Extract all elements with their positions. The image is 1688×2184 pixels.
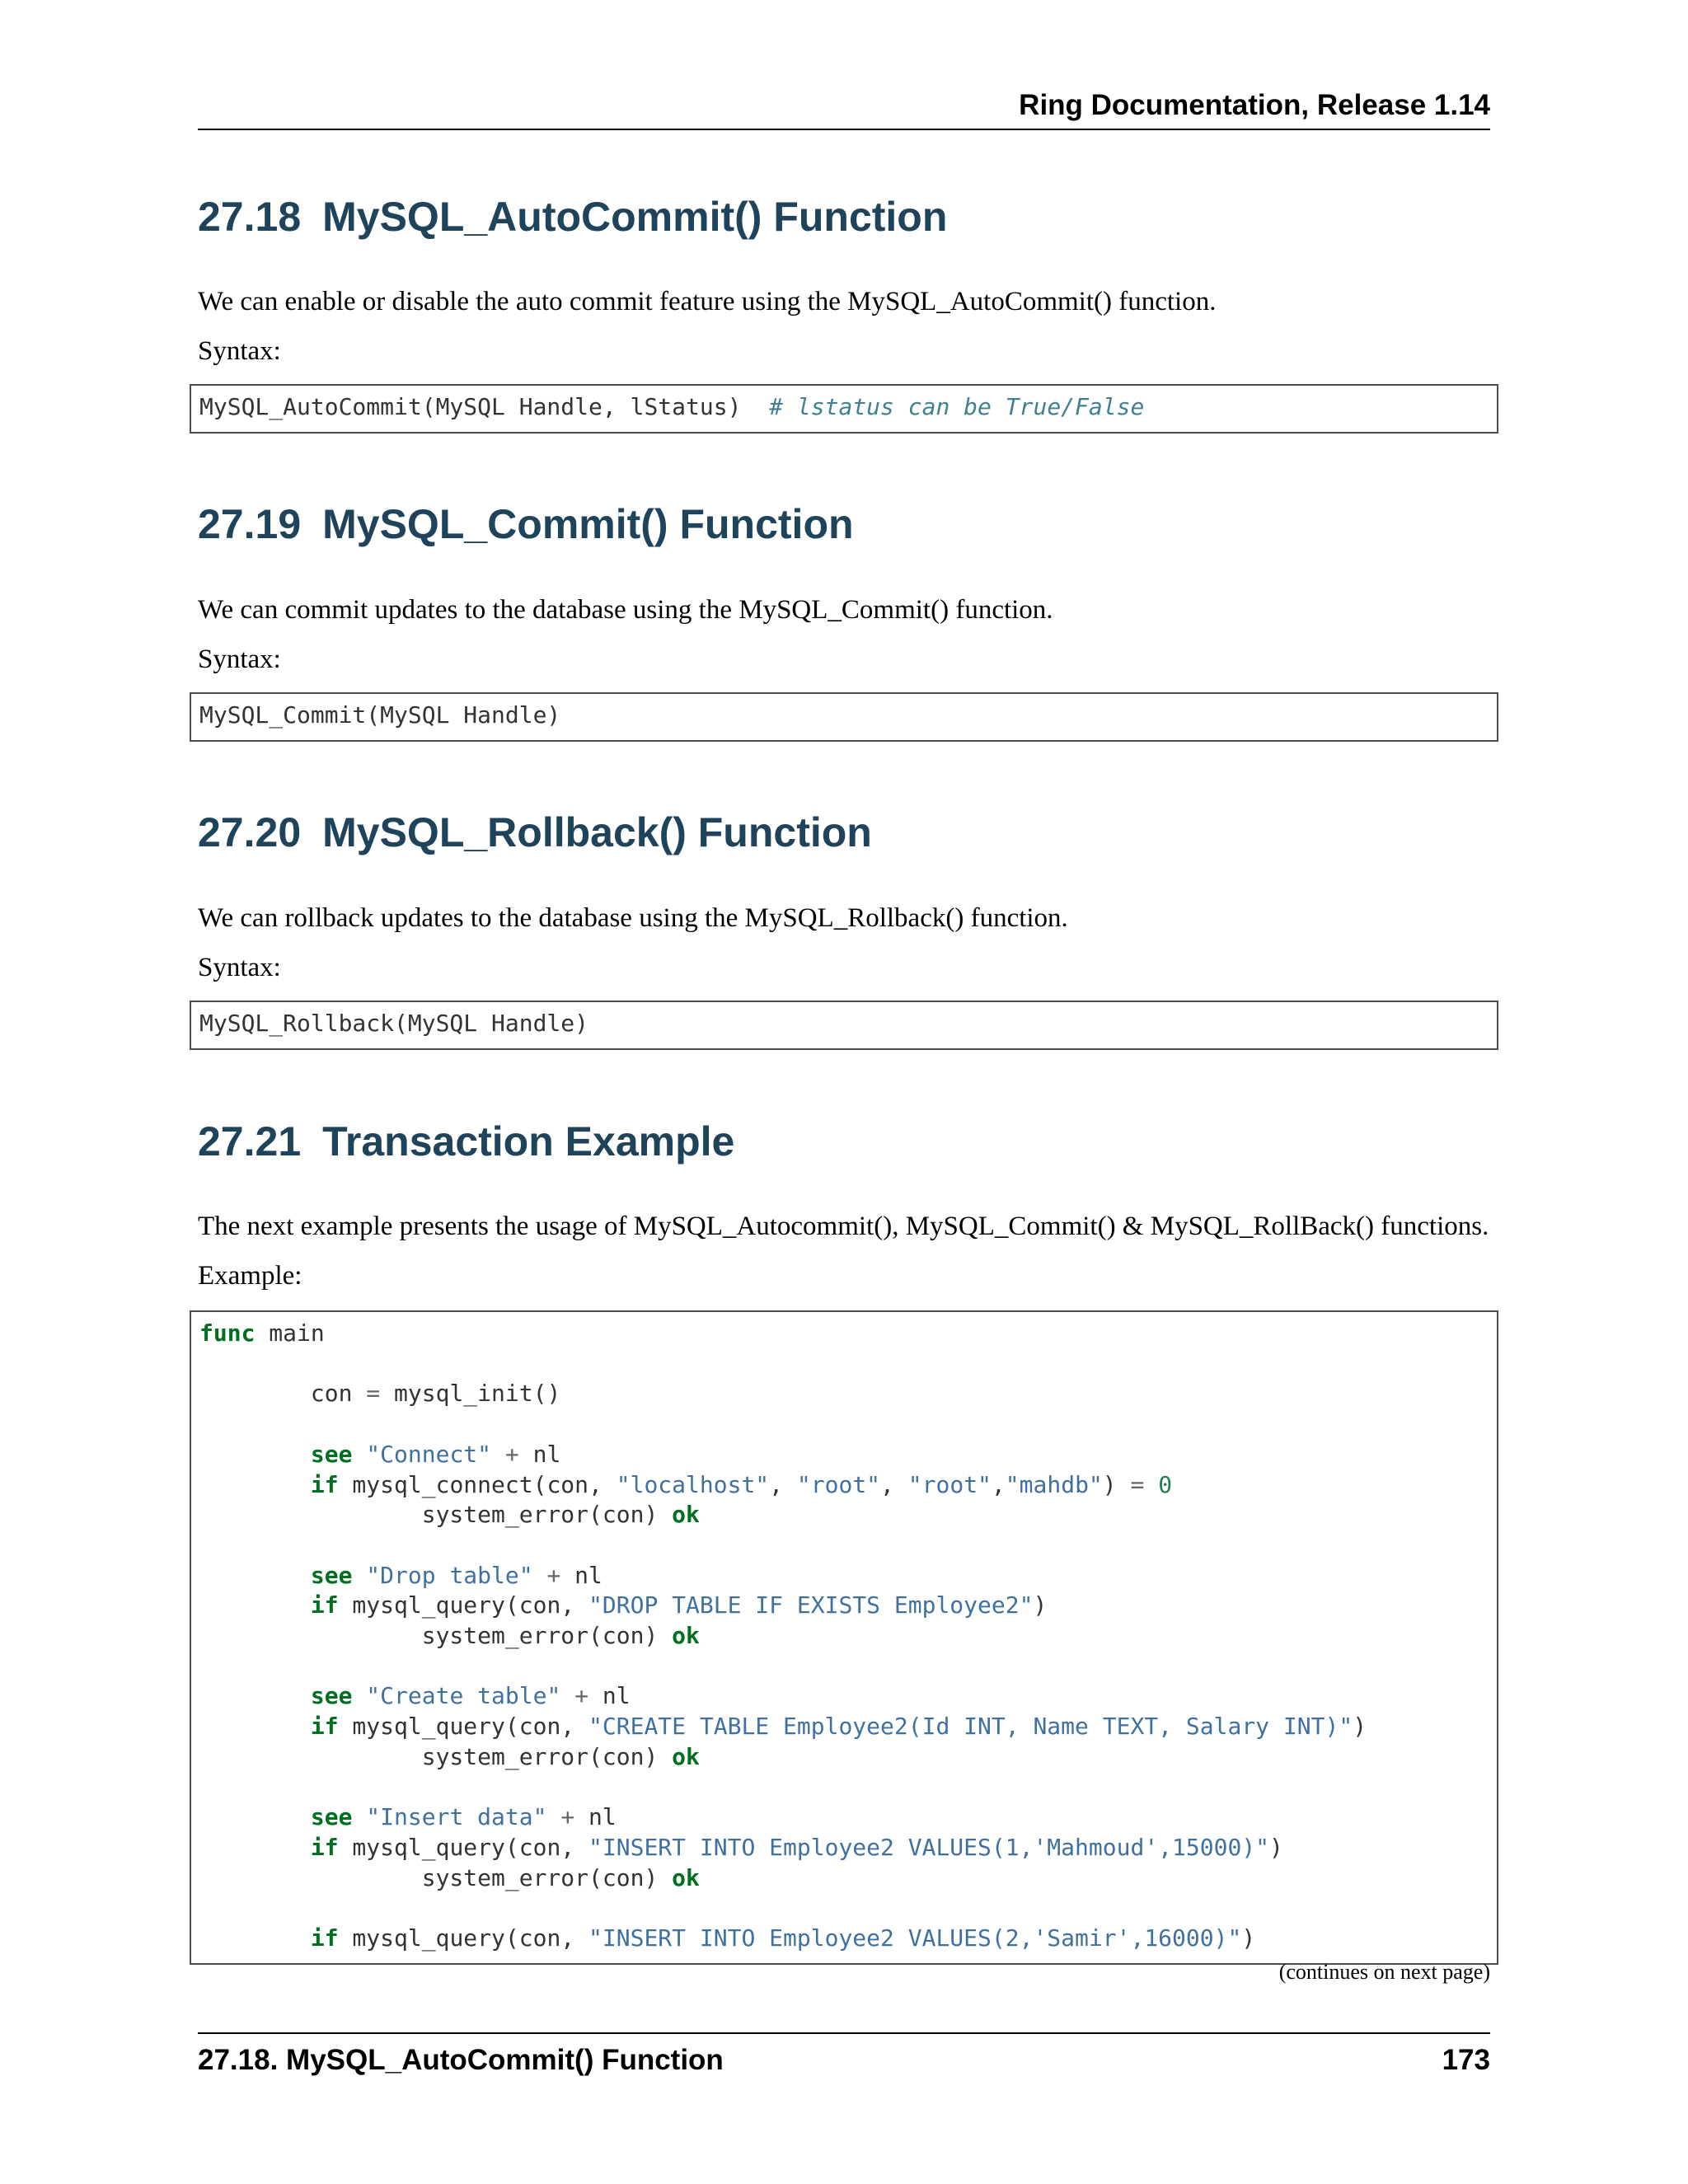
code-line: MySQL_Rollback(MySQL Handle) (199, 1010, 589, 1037)
section-heading-27-21 (198, 1118, 734, 1165)
section-number: 27.20 (198, 809, 302, 855)
syntax-label: Syntax: (198, 953, 281, 982)
example-label: Example: (198, 1261, 302, 1291)
section-description: We can commit updates to the database using the MySQL_Commit() function. (198, 595, 1053, 625)
section-title: Transaction Example (322, 1118, 735, 1165)
running-header: Ring Documentation, Release 1.14 (1019, 89, 1490, 121)
section-description: The next example presents the usage of MySQL_Autocommit(), MySQL_Commit() & MySQL_RollBack() functions. (198, 1212, 1489, 1241)
section-description: We can rollback updates to the database using the MySQL_Rollback() function. (198, 903, 1068, 933)
code-line: see "Insert data" + nl (310, 1803, 617, 1831)
code-comment: # lstatus can be True/False (769, 393, 1145, 420)
code-line (191, 392, 1144, 423)
section-number: 27.19 (198, 501, 302, 547)
code-line: system_error(con) ok (199, 1622, 700, 1650)
code-line: see "Connect" + nl (310, 1440, 561, 1468)
code-line: see "Create table" + nl (310, 1682, 631, 1710)
section-title: MySQL_AutoCommit() Function (322, 194, 948, 240)
code-line: if mysql_query(con, "INSERT INTO Employee2 VALUES(1,'Mahmoud',15000)") (310, 1833, 1283, 1861)
section-number: 27.21 (198, 1118, 302, 1165)
code-line: see "Drop table" + nl (310, 1561, 603, 1589)
section-heading-27-20 (198, 808, 872, 856)
section-heading-27-19 (198, 500, 854, 548)
section-number: 27.18 (198, 194, 302, 240)
syntax-code-block (190, 1001, 1498, 1050)
section-title: MySQL_Commit() Function (322, 501, 854, 547)
code-line: if mysql_query(con, "DROP TABLE IF EXISTS Employee2") (310, 1591, 1048, 1619)
code-text: MySQL_AutoCommit(MySQL Handle, lStatus) (199, 393, 742, 420)
code-line: if mysql_query(con, "CREATE TABLE Employee2(Id INT, Name TEXT, Salary INT)") (310, 1713, 1367, 1741)
code-line: system_error(con) ok (199, 1742, 700, 1770)
syntax-code-block (190, 692, 1498, 742)
example-code (191, 1312, 1497, 1954)
syntax-code-block (190, 384, 1498, 434)
footer-section-ref: 27.18. MySQL_AutoCommit() Function (198, 2044, 724, 2076)
code-line: MySQL_Commit(MySQL Handle) (199, 701, 561, 729)
code-line: system_error(con) ok (199, 1501, 700, 1529)
section-heading-27-18 (198, 193, 947, 241)
code-line: if mysql_query(con, "INSERT INTO Employee2 VALUES(2,'Samir',16000)") (310, 1924, 1256, 1952)
page-number: 173 (1442, 2044, 1490, 2076)
syntax-label: Syntax: (198, 336, 281, 366)
code-line: con = mysql_init() (199, 1380, 561, 1408)
syntax-label: Syntax: (198, 644, 281, 674)
example-code-block (190, 1310, 1498, 1965)
continues-note: (continues on next page) (1278, 1960, 1490, 1984)
code-line: system_error(con) ok (199, 1863, 700, 1891)
code-line: if mysql_connect(con, "localhost", "root", "root","mahdb") = 0 (310, 1470, 1173, 1498)
footer-rule (198, 2032, 1490, 2034)
section-description: We can enable or disable the auto commit feature using the MySQL_AutoCommit() function. (198, 287, 1217, 316)
header-rule (198, 129, 1490, 130)
code-line: func main (199, 1319, 325, 1347)
section-title: MySQL_Rollback() Function (322, 809, 872, 855)
